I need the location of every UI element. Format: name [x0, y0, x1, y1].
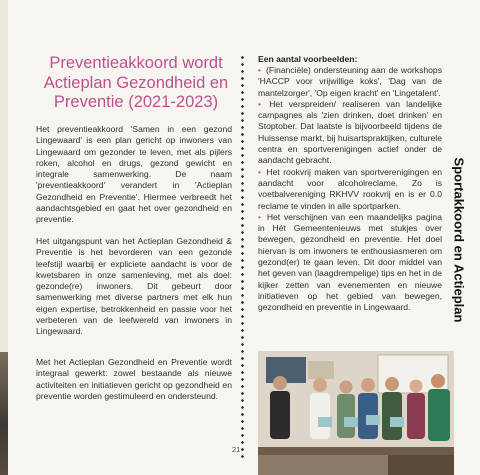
adjacent-page-photo-edge	[0, 352, 8, 475]
examples-list-item	[258, 167, 442, 212]
examples-list-item	[258, 65, 442, 99]
bullet-icon: •	[258, 211, 262, 222]
group-photo	[258, 351, 454, 475]
page-number: 21	[232, 445, 241, 454]
page-title: Preventieakkoord wordt Actieplan Gezondheid en Preventie (2021-2023)	[43, 54, 229, 111]
intro-paragraph: Het preventieakkoord 'Samen in een gezond Lingewaard' is een plan gericht op inwoners van Lingewaard om gezonder te leven, met als pijlers roken, alcohol en drugs, gezond gewicht en integrale samenwerking. De naam 'preventieakkoord' verandert in 'Actieplan Gezondheid en Preventie'. Hiermee verbreedt het aandachtsgebied en gaat het over gezondheid en preventie.	[36, 124, 232, 225]
examples-column	[258, 54, 442, 314]
bullet-icon: •	[258, 65, 262, 75]
vertical-section-label	[448, 145, 470, 335]
dotted-column-divider	[241, 54, 244, 458]
examples-list-item	[258, 99, 442, 167]
group-photo-illustration	[258, 351, 454, 475]
example-text: Het verspreiden/ realiseren van landelijke campagnes als 'zien drinken, doet drinken' en Stoptober. Dat laatste is bijvoorbeeld tijdens de Huissense markt, bij huisartspraktijken, culturele centra en sportverenigingen actief onder de aandacht gebracht.	[258, 98, 443, 166]
examples-list-item	[258, 212, 442, 314]
example-text: (Financiële) ondersteuning aan de workshops 'HACCP voor vrijwillige koks', 'Dag van de mantelzorger', 'Op eigen kracht' en 'Lingetalent'.	[258, 65, 443, 98]
examples-list	[258, 65, 442, 314]
integral-approach-paragraph: Met het Actieplan Gezondheid en Preventie wordt integraal gewerkt: zowel bestaande als nieuwe activiteiten en initiatieven gericht op gezondheid en preventie worden gestimuleerd en ondersteund.	[36, 357, 232, 401]
bullet-icon: •	[258, 98, 262, 109]
example-text: Het verschijnen van een maandelijks pagina in Hét Gemeentenieuws met stukjes over bewegen, gezondheid en preventie. Het doel hiervan is om inwoners te enthousiasmeren om gezond(er) te gaan leven. Dit door middel van het geven van (laagdrempelige) tips en het in de kijker zetten van evenementen en nieuwe initiatieven op het gebied van bewegen, gezondheid en preventie in Lingewaard.	[258, 211, 442, 313]
example-text: Het rookvrij maken van sportverenigingen en aandacht voor alcoholreclame. Zo is voetbalvereniging RKHVV rookvrij en is er 0.0 reclame te vinden in alle sportparken.	[258, 166, 442, 211]
examples-heading: Een aantal voorbeelden:	[258, 54, 358, 64]
bullet-icon: •	[258, 166, 262, 177]
starting-point-paragraph: Het uitgangspunt van het Actieplan Gezondheid & Preventie is het bevorderen van een gezonde leefstijl waarbij er expliciete aandacht is voor de kwetsbaren in onze samenleving, met als doel: gezonde(re) inwoners. Dit gebeurt door samenwerking met diverse partners met elk hun eigen expertise, betrokkenheid en passie voor het verbeteren van de leefwereld van inwoners in Lingewaard.	[36, 236, 232, 337]
section-label-text: Sportakkoord en Actieplan	[451, 157, 467, 323]
